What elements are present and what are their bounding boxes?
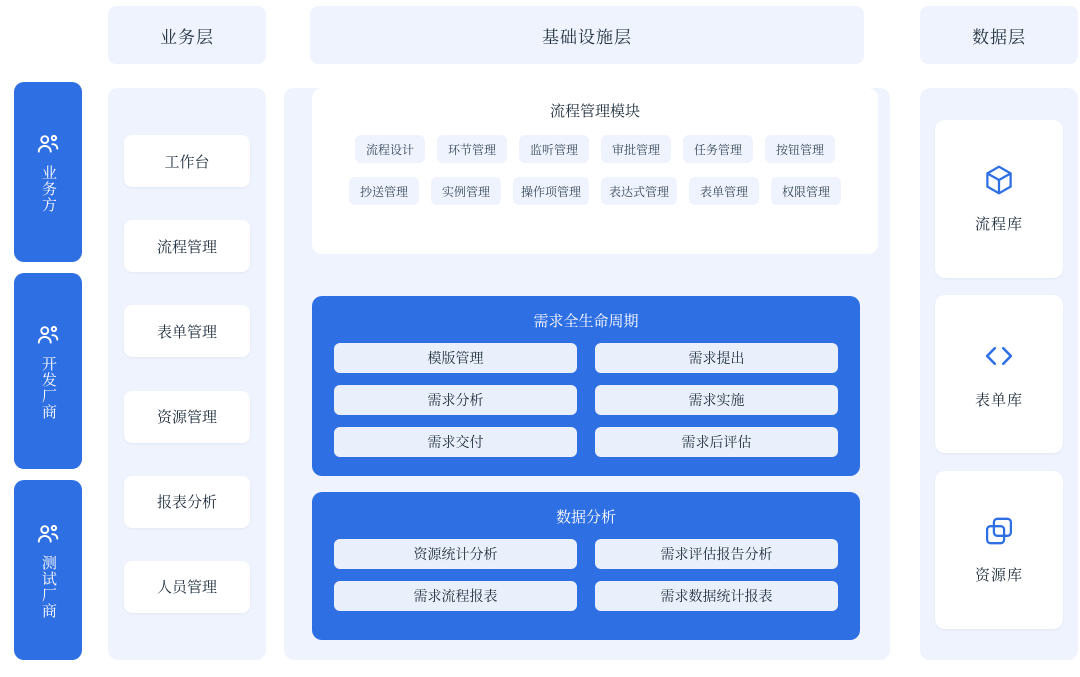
chip-button-management-label: 按钮管理 bbox=[775, 142, 824, 157]
flow-management-module bbox=[312, 88, 878, 254]
role-rail bbox=[14, 82, 82, 660]
chip-listener-management-label: 监听管理 bbox=[529, 142, 578, 157]
chip-node-management-label: 环节管理 bbox=[447, 142, 496, 157]
lifecycle-cell-template-management[interactable] bbox=[334, 343, 577, 373]
business-item-form-management-label: 表单管理 bbox=[156, 323, 217, 341]
chip-approval-management[interactable] bbox=[601, 135, 671, 163]
column-header-business-label: 业务层 bbox=[160, 27, 214, 47]
flow-module-row-2 bbox=[312, 177, 878, 205]
column-header-business bbox=[108, 6, 266, 64]
chip-cc-management[interactable] bbox=[349, 177, 419, 205]
chip-expression-management[interactable] bbox=[601, 177, 677, 205]
business-item-resource-management-label: 资源管理 bbox=[156, 409, 217, 427]
requirement-lifecycle-panel bbox=[312, 296, 860, 476]
chip-task-management-label: 任务管理 bbox=[693, 142, 742, 157]
chip-instance-management[interactable] bbox=[431, 177, 501, 205]
business-item-workbench-label: 工作台 bbox=[164, 153, 210, 171]
chip-instance-management-label: 实例管理 bbox=[441, 184, 490, 199]
lifecycle-cell-post-evaluation[interactable] bbox=[595, 427, 838, 457]
role-card-test-vendor[interactable] bbox=[14, 480, 82, 660]
analysis-cell-requirement-process-report[interactable] bbox=[334, 581, 577, 611]
analysis-cell-requirement-data-statistics-report[interactable] bbox=[595, 581, 838, 611]
chip-button-management[interactable] bbox=[765, 135, 835, 163]
chip-form-management-label: 表单管理 bbox=[700, 184, 749, 199]
column-header-infrastructure-label: 基础设施层 bbox=[542, 27, 632, 47]
lifecycle-cell-requirement-submit[interactable] bbox=[595, 343, 838, 373]
analysis-cell-resource-statistics-label: 资源统计分析 bbox=[413, 546, 498, 562]
data-analysis-panel bbox=[312, 492, 860, 640]
data-analysis-grid bbox=[312, 539, 860, 611]
business-item-personnel-management[interactable] bbox=[124, 561, 250, 613]
lifecycle-cell-requirement-implementation-label: 需求实施 bbox=[688, 392, 745, 408]
infrastructure-layer-column bbox=[284, 88, 890, 660]
lifecycle-cell-requirement-analysis-label: 需求分析 bbox=[427, 392, 484, 408]
business-item-process-management-label: 流程管理 bbox=[156, 238, 217, 256]
lifecycle-cell-post-evaluation-label: 需求后评估 bbox=[681, 434, 752, 450]
business-item-form-management[interactable] bbox=[124, 305, 250, 357]
business-item-personnel-management-label: 人员管理 bbox=[156, 579, 217, 597]
chip-listener-management[interactable] bbox=[519, 135, 589, 163]
analysis-cell-resource-statistics[interactable] bbox=[334, 539, 577, 569]
analysis-cell-requirement-data-statistics-report-label: 需求数据统计报表 bbox=[660, 588, 773, 604]
analysis-cell-requirement-process-report-label: 需求流程报表 bbox=[413, 588, 498, 604]
lifecycle-cell-template-management-label: 模版管理 bbox=[427, 350, 484, 366]
business-item-resource-management[interactable] bbox=[124, 391, 250, 443]
data-layer-column bbox=[920, 88, 1078, 660]
chip-process-design-label: 流程设计 bbox=[365, 142, 414, 157]
flow-management-module-title: 流程管理模块 bbox=[549, 103, 640, 120]
data-card-process-library-label: 流程库 bbox=[974, 216, 1023, 233]
chip-task-management[interactable] bbox=[683, 135, 753, 163]
data-card-resource-library[interactable] bbox=[935, 471, 1063, 629]
chip-expression-management-label: 表达式管理 bbox=[609, 184, 670, 199]
code-brackets-icon bbox=[982, 339, 1016, 373]
column-header-data bbox=[920, 6, 1078, 64]
chip-node-management[interactable] bbox=[437, 135, 507, 163]
role-card-business-party-label: 业务方 bbox=[39, 165, 57, 213]
analysis-cell-requirement-evaluation-report[interactable] bbox=[595, 539, 838, 569]
cube-icon bbox=[982, 163, 1016, 197]
business-layer-column bbox=[108, 88, 266, 660]
business-item-process-management[interactable] bbox=[124, 220, 250, 272]
chip-approval-management-label: 审批管理 bbox=[611, 142, 660, 157]
data-card-form-library[interactable] bbox=[935, 295, 1063, 453]
flow-module-row-1 bbox=[312, 135, 878, 163]
lifecycle-cell-requirement-submit-label: 需求提出 bbox=[688, 350, 745, 366]
chip-operation-item-management-label: 操作项管理 bbox=[520, 184, 581, 199]
copy-icon bbox=[982, 514, 1016, 548]
lifecycle-cell-requirement-delivery-label: 需求交付 bbox=[427, 434, 484, 450]
requirement-lifecycle-grid bbox=[312, 343, 860, 457]
role-card-dev-vendor[interactable] bbox=[14, 273, 82, 469]
data-card-form-library-label: 表单库 bbox=[974, 391, 1023, 409]
users-icon bbox=[35, 521, 61, 547]
lifecycle-cell-requirement-analysis[interactable] bbox=[334, 385, 577, 415]
chip-process-design[interactable] bbox=[355, 135, 425, 163]
chip-permission-management[interactable] bbox=[771, 177, 841, 205]
analysis-cell-requirement-evaluation-report-label: 需求评估报告分析 bbox=[660, 546, 773, 562]
users-icon bbox=[35, 131, 61, 157]
business-item-report-analysis-label: 报表分析 bbox=[156, 494, 217, 512]
column-header-data-label: 数据层 bbox=[972, 27, 1026, 47]
role-card-business-party[interactable] bbox=[14, 82, 82, 262]
chip-cc-management-label: 抄送管理 bbox=[359, 184, 408, 199]
data-card-resource-library-label: 资源库 bbox=[974, 567, 1023, 584]
role-card-dev-vendor-label: 开发厂商 bbox=[39, 356, 57, 420]
business-item-report-analysis[interactable] bbox=[124, 476, 250, 528]
data-card-process-library[interactable] bbox=[935, 120, 1063, 278]
chip-form-management[interactable] bbox=[689, 177, 759, 205]
chip-permission-management-label: 权限管理 bbox=[782, 184, 831, 199]
column-header-infrastructure bbox=[310, 6, 864, 64]
users-icon bbox=[35, 322, 61, 348]
requirement-lifecycle-title: 需求全生命周期 bbox=[533, 313, 639, 330]
data-analysis-title: 数据分析 bbox=[555, 509, 616, 526]
business-item-workbench[interactable] bbox=[124, 135, 250, 187]
lifecycle-cell-requirement-implementation[interactable] bbox=[595, 385, 838, 415]
lifecycle-cell-requirement-delivery[interactable] bbox=[334, 427, 577, 457]
role-card-test-vendor-label: 测试厂商 bbox=[39, 555, 57, 619]
chip-operation-item-management[interactable] bbox=[513, 177, 589, 205]
